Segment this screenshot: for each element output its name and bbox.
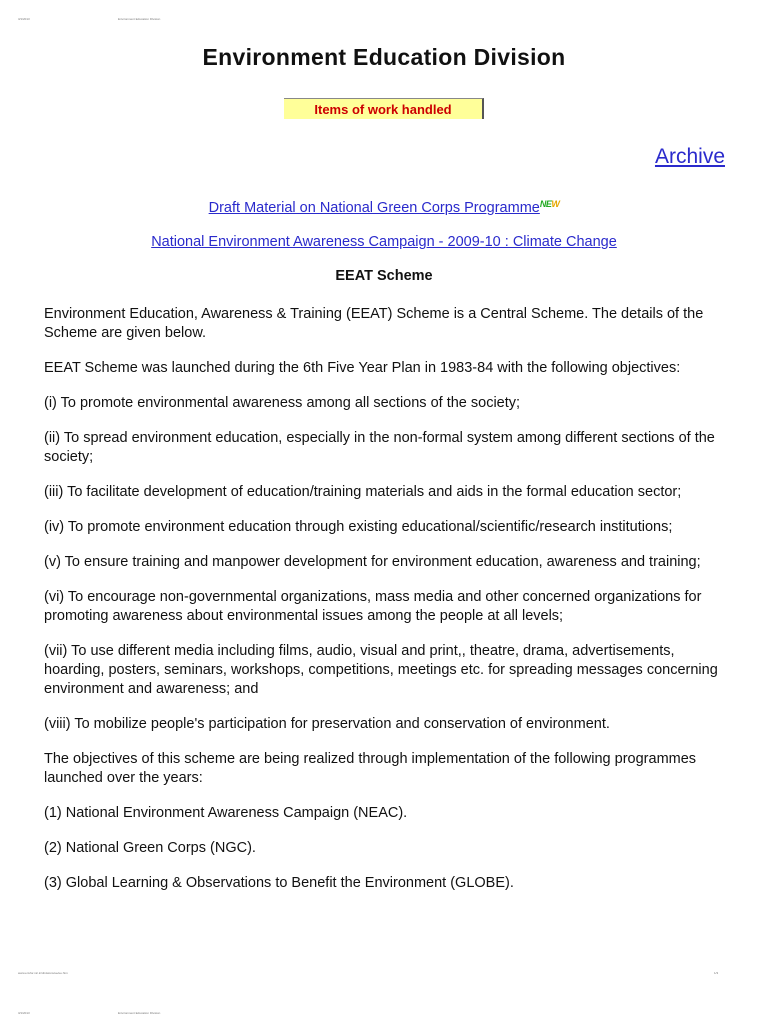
- objective-item: (iv) To promote environment education through existing educational/scientific/research institutions;: [44, 519, 673, 535]
- print-date: 3/1/2013: [18, 17, 30, 21]
- objective-item: (vii) To use different media including films, audio, visual and print,, theatre, drama, advertisements, hoarding, posters, seminars, workshops, competitions, meetings etc. for spreading messages concerning environment and awareness; and: [44, 643, 718, 697]
- scheme-content: [44, 305, 729, 909]
- programme-item: (1) National Environment Awareness Campaign (NEAC).: [44, 805, 408, 821]
- objective-item: (i) To promote environmental awareness among all sections of the society;: [44, 395, 521, 411]
- paragraph: EEAT Scheme was launched during the 6th Five Year Plan in 1983-84 with the following objectives:: [44, 360, 681, 376]
- new-badge-icon: NEW: [539, 199, 560, 209]
- objective-item: (ii) To spread environment education, especially in the non-formal system among different sections of the society;: [44, 430, 715, 465]
- paragraph: The objectives of this scheme are being realized through implementation of the following programmes launched over the years:: [44, 751, 697, 786]
- ngc-link-row: [0, 199, 768, 216]
- neac-link-row: [0, 234, 768, 250]
- archive-link[interactable]: Archive: [654, 145, 725, 168]
- print-page-number: 1/3: [714, 971, 719, 975]
- programme-item: (2) National Green Corps (NGC).: [44, 840, 256, 856]
- ngc-draft-link[interactable]: Draft Material on National Green Corps Programme: [208, 200, 540, 216]
- next-page-title: Environment Education Division: [118, 1011, 161, 1015]
- items-of-work-button[interactable]: Items of work handled: [284, 98, 484, 119]
- objective-item: (iii) To facilitate development of education/training materials and aids in the formal education sector;: [44, 484, 682, 500]
- print-title: Environment Education Division: [118, 17, 161, 21]
- print-url: www.envfor.nic.in/divisions/ee/ee.htm: [18, 971, 68, 975]
- programme-item: (3) Global Learning & Observations to Benefit the Environment (GLOBE).: [44, 875, 514, 891]
- objective-item: (v) To ensure training and manpower development for environment education, awareness and training;: [44, 554, 701, 570]
- page-title: Environment Education Division: [202, 44, 566, 70]
- objective-item: (viii) To mobilize people's participation for preservation and conservation of environment.: [44, 716, 610, 732]
- objective-item: (vi) To encourage non-governmental organizations, mass media and other concerned organizations for promoting awareness about environmental issues among the people at all levels;: [44, 589, 702, 624]
- paragraph: Environment Education, Awareness & Training (EEAT) Scheme is a Central Scheme. The details of the Scheme are given below.: [44, 306, 704, 341]
- neac-link[interactable]: National Environment Awareness Campaign - 2009-10 : Climate Change: [151, 234, 617, 250]
- scheme-heading: EEAT Scheme: [335, 268, 433, 284]
- next-page-date: 3/1/2013: [18, 1011, 30, 1015]
